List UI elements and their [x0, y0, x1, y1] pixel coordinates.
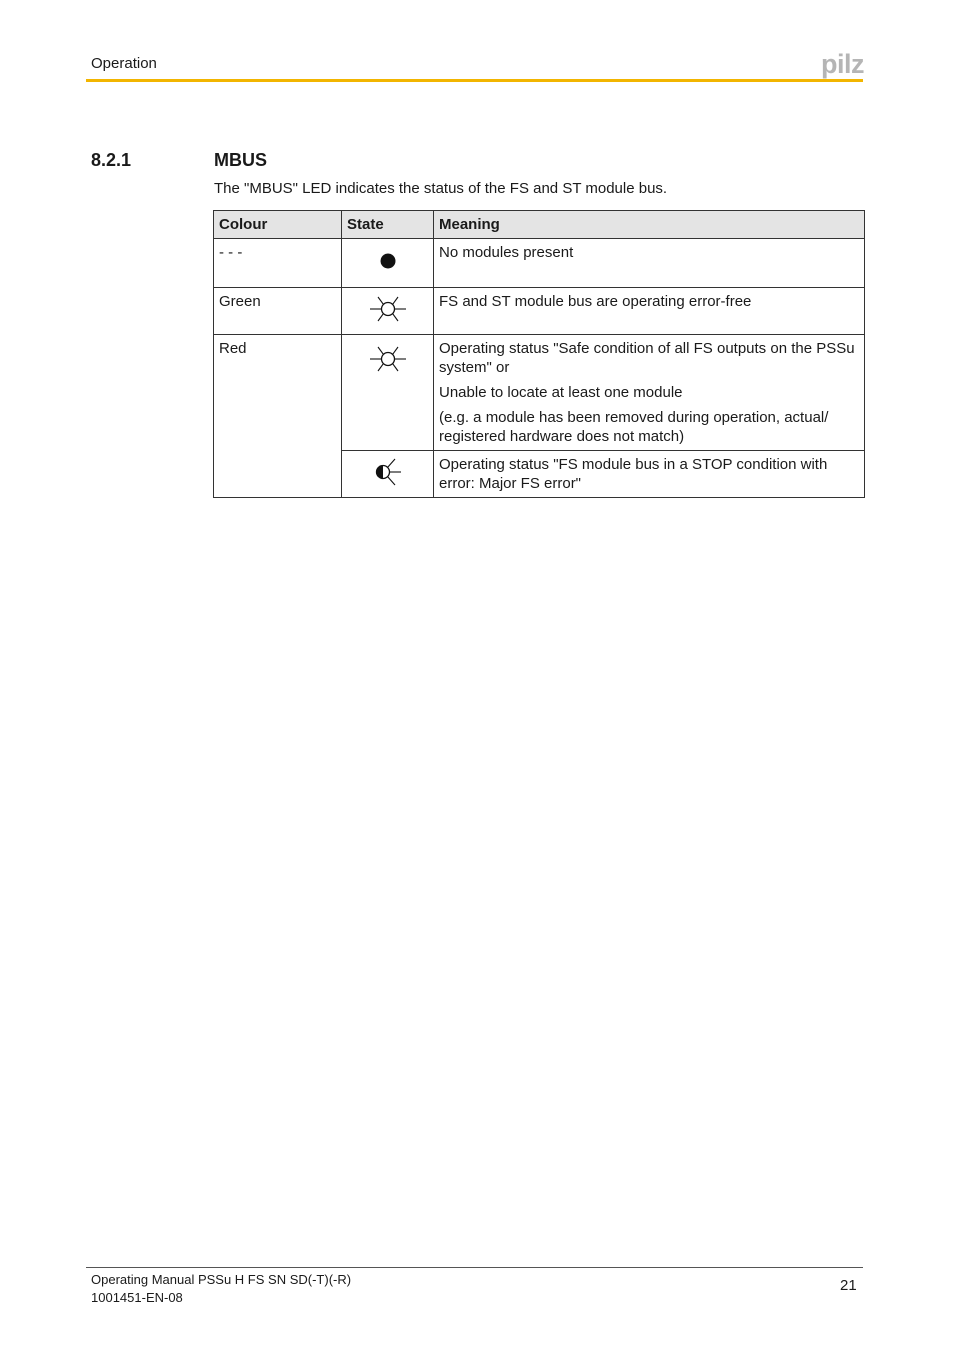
row-meaning: FS and ST module bus are operating error-free	[434, 288, 865, 335]
table-header-row	[214, 211, 865, 239]
footer-manual-title: Operating Manual PSSu H FS SN SD(-T)(-R)	[91, 1272, 352, 1287]
row-meaning: Operating status "FS module bus in a STOP condition with error: Major FS error"	[434, 451, 865, 498]
pilz-logo: pilz	[821, 49, 864, 79]
section-title: MBUS	[214, 150, 267, 170]
row-colour: Green	[214, 288, 342, 335]
header-state: State	[342, 211, 434, 239]
led-on-icon	[368, 339, 408, 379]
row-state	[342, 451, 434, 498]
section-intro: The "MBUS" LED indicates the status of the FS and ST module bus.	[214, 180, 668, 197]
table-row	[214, 288, 865, 335]
footer-divider	[86, 1267, 863, 1268]
row-meaning: No modules present	[434, 239, 865, 288]
row-state	[342, 288, 434, 335]
row-colour: Red	[214, 335, 342, 498]
row-state	[342, 335, 434, 451]
page-number: 21	[840, 1277, 857, 1294]
section-number: 8.2.1	[91, 150, 132, 170]
led-flashing-icon	[368, 452, 408, 492]
led-on-icon	[368, 289, 408, 329]
footer-doc-number: 1001451-EN-08	[91, 1290, 183, 1305]
table-row	[214, 239, 865, 288]
mbus-status-table	[213, 210, 865, 498]
header-meaning: Meaning	[434, 211, 865, 239]
row-meaning: Operating status "Safe condition of all FS outputs on the PSSu system" or Unable to locate at least one module (e.g. a module has been removed during operation, actual/ registered hardware does not match)	[434, 335, 865, 451]
row-state	[342, 239, 434, 288]
header-colour: Colour	[214, 211, 342, 239]
header-divider	[86, 79, 863, 82]
row-colour: - - -	[214, 239, 342, 288]
table-row	[214, 335, 865, 451]
led-off-icon	[368, 241, 408, 281]
header-section-label: Operation	[91, 55, 157, 72]
